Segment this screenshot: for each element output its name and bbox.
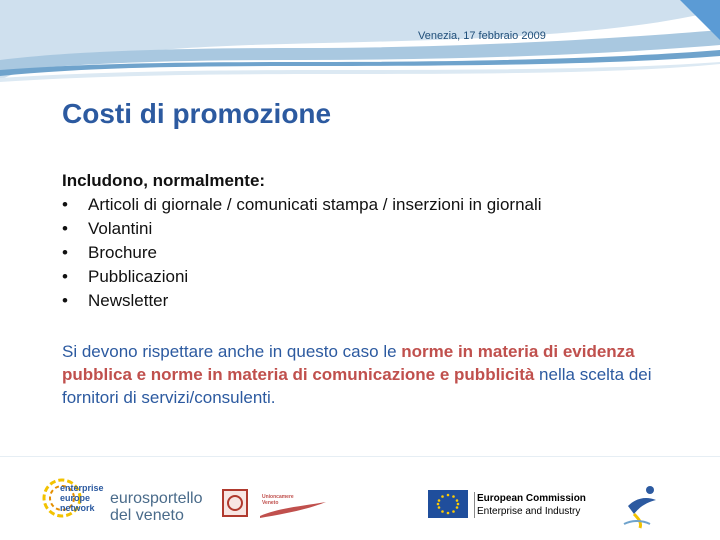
een-logo-text: enterprise europe network: [60, 483, 104, 513]
list-item: • Brochure: [62, 242, 542, 266]
eurosportello-logo: eurosportello del veneto: [110, 490, 203, 524]
list-item: • Volantini: [62, 218, 542, 242]
unioncamere-swoosh-icon: [258, 498, 328, 520]
highlighted-text: norme in materia di evidenza pubblica e norme in materia di comunicazione e pubblicità: [62, 342, 635, 384]
body-paragraph: Si devono rispettare anche in questo caso le norme in materia di evidenza pubblica e norme in materia di comunicazione e pubblicità nella scelta dei fornitori di servizi/consulenti.: [62, 342, 652, 407]
presentation-date: Venezia, 17 febbraio 2009: [418, 30, 546, 42]
unioncamere-seal-icon: [222, 489, 248, 517]
header-wave-graphic: [0, 0, 720, 90]
list-item: • Articoli di giornale / comunicati stampa / inserzioni in giornali: [62, 194, 542, 218]
bullet-dot: •: [62, 219, 68, 238]
bullet-dot: •: [62, 267, 68, 286]
running-figure-logo-icon: [620, 484, 664, 530]
footer-divider: [0, 456, 720, 457]
slide-title: Costi di promozione: [62, 98, 332, 129]
european-commission-label: European Commission Enterprise and Industry: [474, 492, 586, 518]
header-band: [0, 0, 720, 90]
bullet-list: [62, 194, 542, 314]
list-item: • Pubblicazioni: [62, 266, 542, 290]
unioncamere-logo-text: Unioncamere Veneto: [262, 494, 294, 506]
bullet-dot: •: [62, 195, 68, 214]
intro-text: Includono, normalmente:: [62, 171, 266, 190]
list-item: • Newsletter: [62, 290, 542, 314]
bullet-dot: •: [62, 243, 68, 262]
eu-flag-icon: [428, 490, 468, 518]
bullet-dot: •: [62, 291, 68, 310]
